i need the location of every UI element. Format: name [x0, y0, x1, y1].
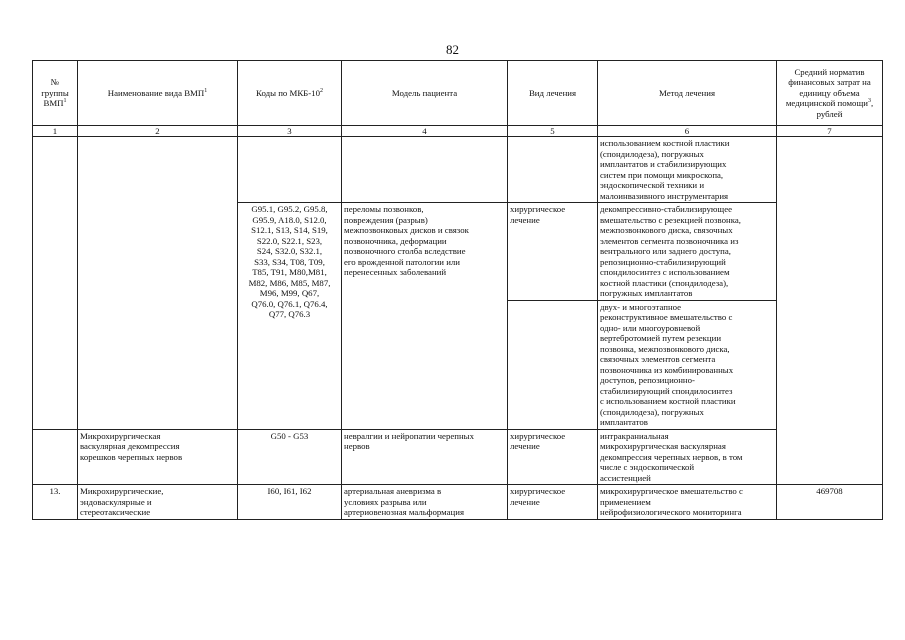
col-number: 2 [78, 126, 238, 137]
cell-codes [238, 137, 342, 203]
cell-method: двух- и многоэтапное реконструктивное вмешательство с одно- или многоуровневой вертебротомией путем резекции позвонка, межпозвонкового диска, связочных элементов сегмента позвоночника из комбинированных доступов, репозиционно- стабилизирующий спондилосинтез с использованием костной пластики (спондилодеза), погружных имплантатов [598, 300, 777, 429]
cell-group [33, 429, 78, 485]
header-name: Наименование вида ВМП$^1$ [78, 61, 238, 126]
table-row [33, 485, 883, 520]
cell-method: использованием костной пластики (спондилодеза), погружных имплантатов и стабилизирующих систем при помощи микроскопа, эндоскопической техники и малоинвазивного инструментария [598, 137, 777, 203]
header-codes: Коды по МКБ-$10^2$ [238, 61, 342, 126]
cell-type [508, 300, 598, 429]
cell-codes: I60, I61, I62 [238, 485, 342, 520]
col-number: 5 [508, 126, 598, 137]
table-row [33, 137, 883, 203]
cell-method: микрохирургическое вмешательство с применением нейрофизиологического мониторинга [598, 485, 777, 520]
cell-type: хирургическое лечение [508, 485, 598, 520]
cell-model [342, 137, 508, 203]
col-number: 1 [33, 126, 78, 137]
page-number: 82 [446, 42, 459, 57]
cell-method: декомпрессивно-стабилизирующее вмешательство с резекцией позвонка, межпозвонкового диска, связочных элементов сегмента позвоночника из вентрального или заднего доступа, репозиционно-стабилизирующий спондилосинтез с использованием костной пластики (спондилодеза), погружных имплантатов [598, 203, 777, 301]
cell-name [78, 137, 238, 430]
col-number: 3 [238, 126, 342, 137]
column-number-row [33, 126, 883, 137]
header-method: Метод лечения [598, 61, 777, 126]
header-group: № группы ВМП$^1$ [33, 61, 78, 126]
cell-model: невралгии и нейропатии черепных нервов [342, 429, 508, 485]
cell-method: интракраниальная микрохирургическая васкулярная декомпрессия черепных нервов, в том числе с эндоскопической ассистенцией [598, 429, 777, 485]
cell-cost [777, 137, 883, 485]
col-number: 4 [342, 126, 508, 137]
col-number: 7 [777, 126, 883, 137]
cell-cost: 469708 [777, 485, 883, 520]
header-type: Вид лечения [508, 61, 598, 126]
header-row [33, 61, 883, 126]
cell-group [33, 137, 78, 430]
header-model: Модель пациента [342, 61, 508, 126]
cell-codes: G50 - G53 [238, 429, 342, 485]
header-cost: Средний норматив финансовых затрат на единицу объема медицинской помощи$^3$, рублей [777, 61, 883, 126]
cell-codes: G95.1, G95.2, G95.8, G95.9, A18.0, S12.0, S12.1, S13, S14, S19, S22.0, S22.1, S23, S24, S32.0, S32.1, S33, S34, T08, T09, T85, T91, M80,M81, M82, M86, M85, M87, M96, M99, Q67, Q76.0, Q76.1, Q76.4, Q77, Q76.3 [238, 203, 342, 430]
cell-type: хирургическое лечение [508, 203, 598, 301]
vmp-table [32, 60, 883, 520]
col-number: 6 [598, 126, 777, 137]
cell-model: артериальная аневризма в условиях разрыва или артериовенозная мальформация [342, 485, 508, 520]
cell-name: Микрохирургические, эндоваскулярные и стереотаксические [78, 485, 238, 520]
cell-group: 13. [33, 485, 78, 520]
cell-type: хирургическое лечение [508, 429, 598, 485]
table-row [33, 429, 883, 485]
cell-type [508, 137, 598, 203]
cell-model: переломы позвонков, повреждения (разрыв) межпозвонковых дисков и связок позвоночника, деформации позвоночного столба вследствие его врожденной патологии или перенесенных заболеваний [342, 203, 508, 430]
cell-name: Микрохирургическая васкулярная декомпрессия корешков черепных нервов [78, 429, 238, 485]
